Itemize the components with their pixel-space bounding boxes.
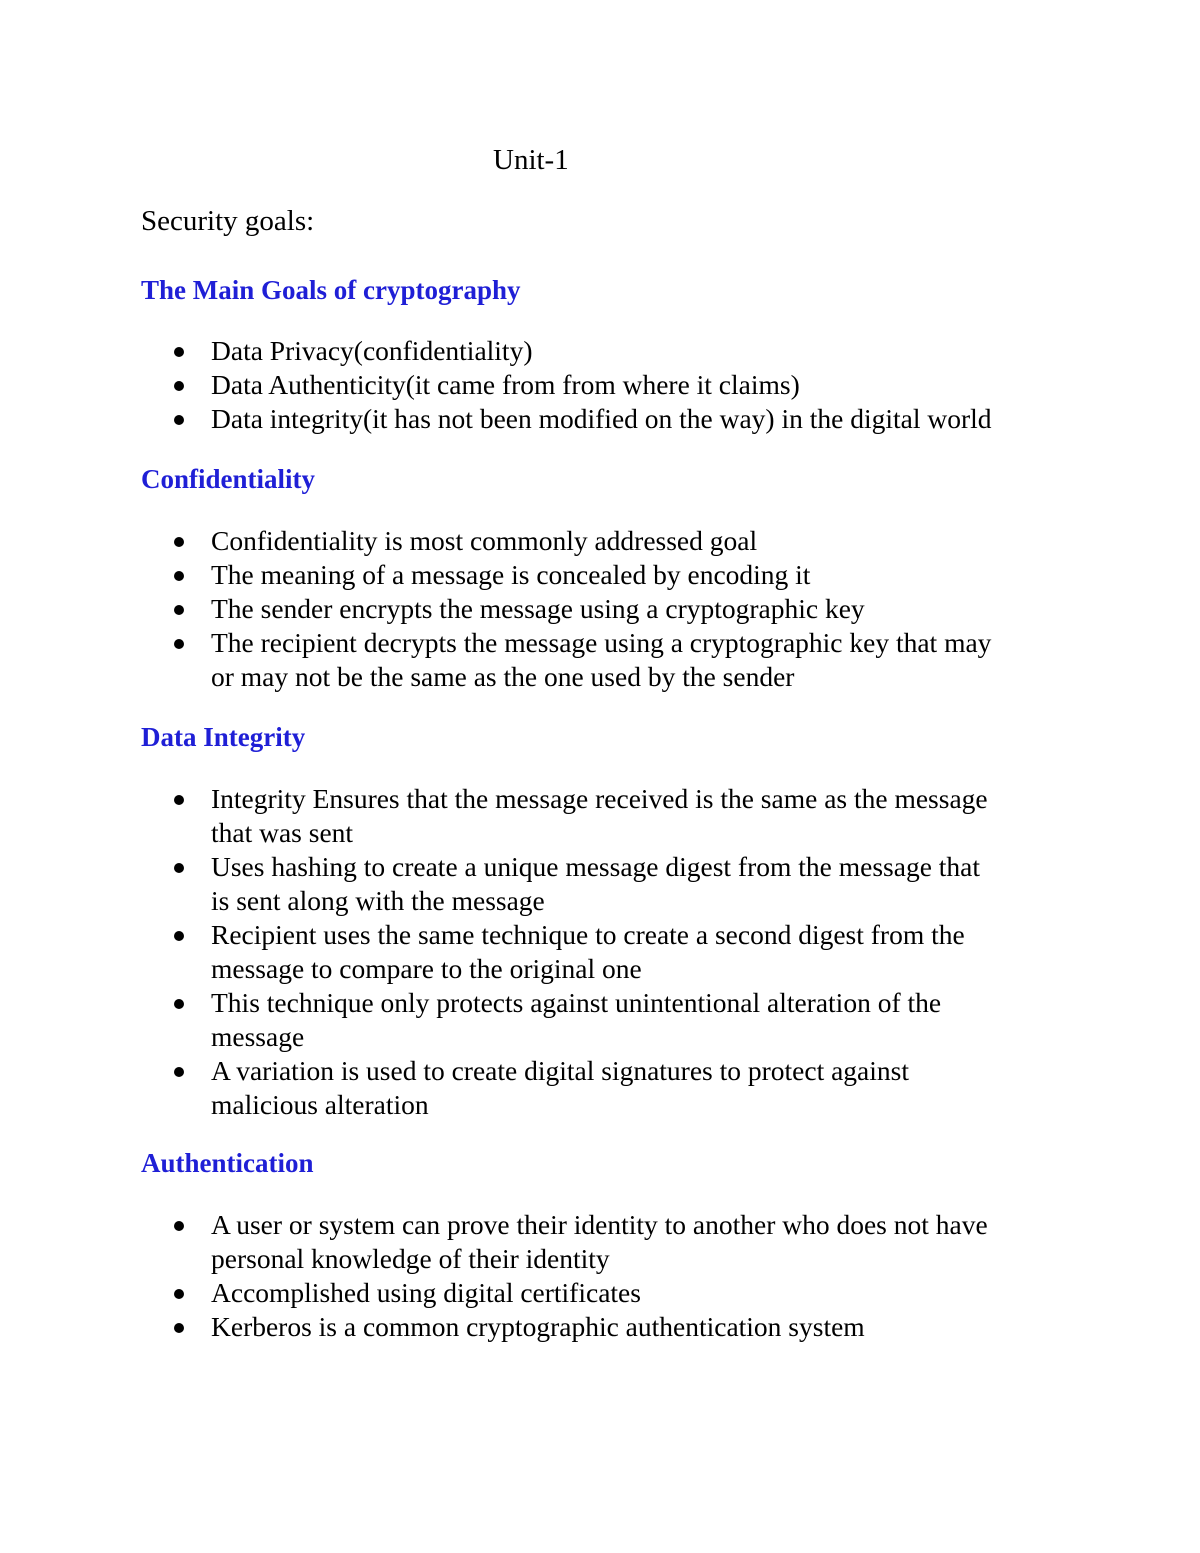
bullet-icon	[174, 605, 184, 615]
list-item-text: This technique only protects against unintentional alteration of the message	[211, 987, 942, 1052]
bullet-icon	[174, 571, 184, 581]
bullet-list-main-goals	[0, 334, 1060, 436]
list-item	[0, 524, 1060, 558]
section-heading-authentication: Authentication	[141, 1148, 314, 1178]
bullet-icon	[174, 537, 184, 547]
list-item-text: Uses hashing to create a unique message digest from the message that is sent along with the message	[211, 851, 981, 916]
list-item-text: A variation is used to create digital signatures to protect against malicious alteration	[211, 1055, 910, 1120]
list-item	[0, 782, 1060, 850]
bullet-icon	[174, 863, 184, 873]
list-item	[0, 558, 1060, 592]
bullet-icon	[174, 999, 184, 1009]
list-item	[0, 1208, 1060, 1276]
list-item-text: The meaning of a message is concealed by encoding it	[211, 559, 811, 590]
page-subtitle: Security goals:	[141, 205, 315, 237]
section-heading-confidentiality: Confidentiality	[141, 464, 316, 494]
list-item-text: Kerberos is a common cryptographic authentication system	[211, 1311, 865, 1342]
list-item	[0, 368, 1060, 402]
list-item-text: The sender encrypts the message using a cryptographic key	[211, 593, 865, 624]
list-item	[0, 1310, 1060, 1344]
bullet-list-data-integrity	[0, 782, 1060, 1122]
list-item-text: The recipient decrypts the message using a cryptographic key that may or may not be the same as the one used by the sender	[211, 627, 992, 692]
bullet-icon	[174, 795, 184, 805]
bullet-icon	[174, 1289, 184, 1299]
list-item	[0, 402, 1060, 436]
bullet-icon	[174, 1221, 184, 1231]
bullet-icon	[174, 931, 184, 941]
bullet-icon	[174, 381, 184, 391]
section-heading-main-goals: The Main Goals of cryptography	[141, 275, 521, 305]
list-item	[0, 626, 1060, 694]
page-title: Unit-1	[493, 144, 569, 176]
list-item-text: Accomplished using digital certificates	[211, 1277, 641, 1308]
bullet-icon	[174, 639, 184, 649]
section-heading-data-integrity: Data Integrity	[141, 722, 306, 752]
list-item	[0, 1054, 1060, 1122]
list-item-text: Data Authenticity(it came from from where it claims)	[211, 369, 800, 400]
list-item	[0, 1276, 1060, 1310]
list-item-text: Integrity Ensures that the message received is the same as the message that was sent	[211, 783, 988, 848]
bullet-list-confidentiality	[0, 524, 1060, 694]
list-item-text: A user or system can prove their identity to another who does not have personal knowledge of their identity	[211, 1209, 988, 1274]
list-item	[0, 334, 1060, 368]
list-item	[0, 986, 1060, 1054]
bullet-icon	[174, 415, 184, 425]
list-item-text: Data Privacy(confidentiality)	[211, 335, 533, 366]
list-item-text: Recipient uses the same technique to create a second digest from the message to compare to the original one	[211, 919, 965, 984]
bullet-icon	[174, 1323, 184, 1333]
list-item-text: Data integrity(it has not been modified on the way) in the digital world	[211, 403, 992, 434]
list-item-text: Confidentiality is most commonly addressed goal	[211, 525, 758, 556]
bullet-icon	[174, 347, 184, 357]
bullet-icon	[174, 1067, 184, 1077]
list-item	[0, 918, 1060, 986]
bullet-list-authentication	[0, 1208, 1060, 1344]
list-item	[0, 592, 1060, 626]
list-item	[0, 850, 1060, 918]
